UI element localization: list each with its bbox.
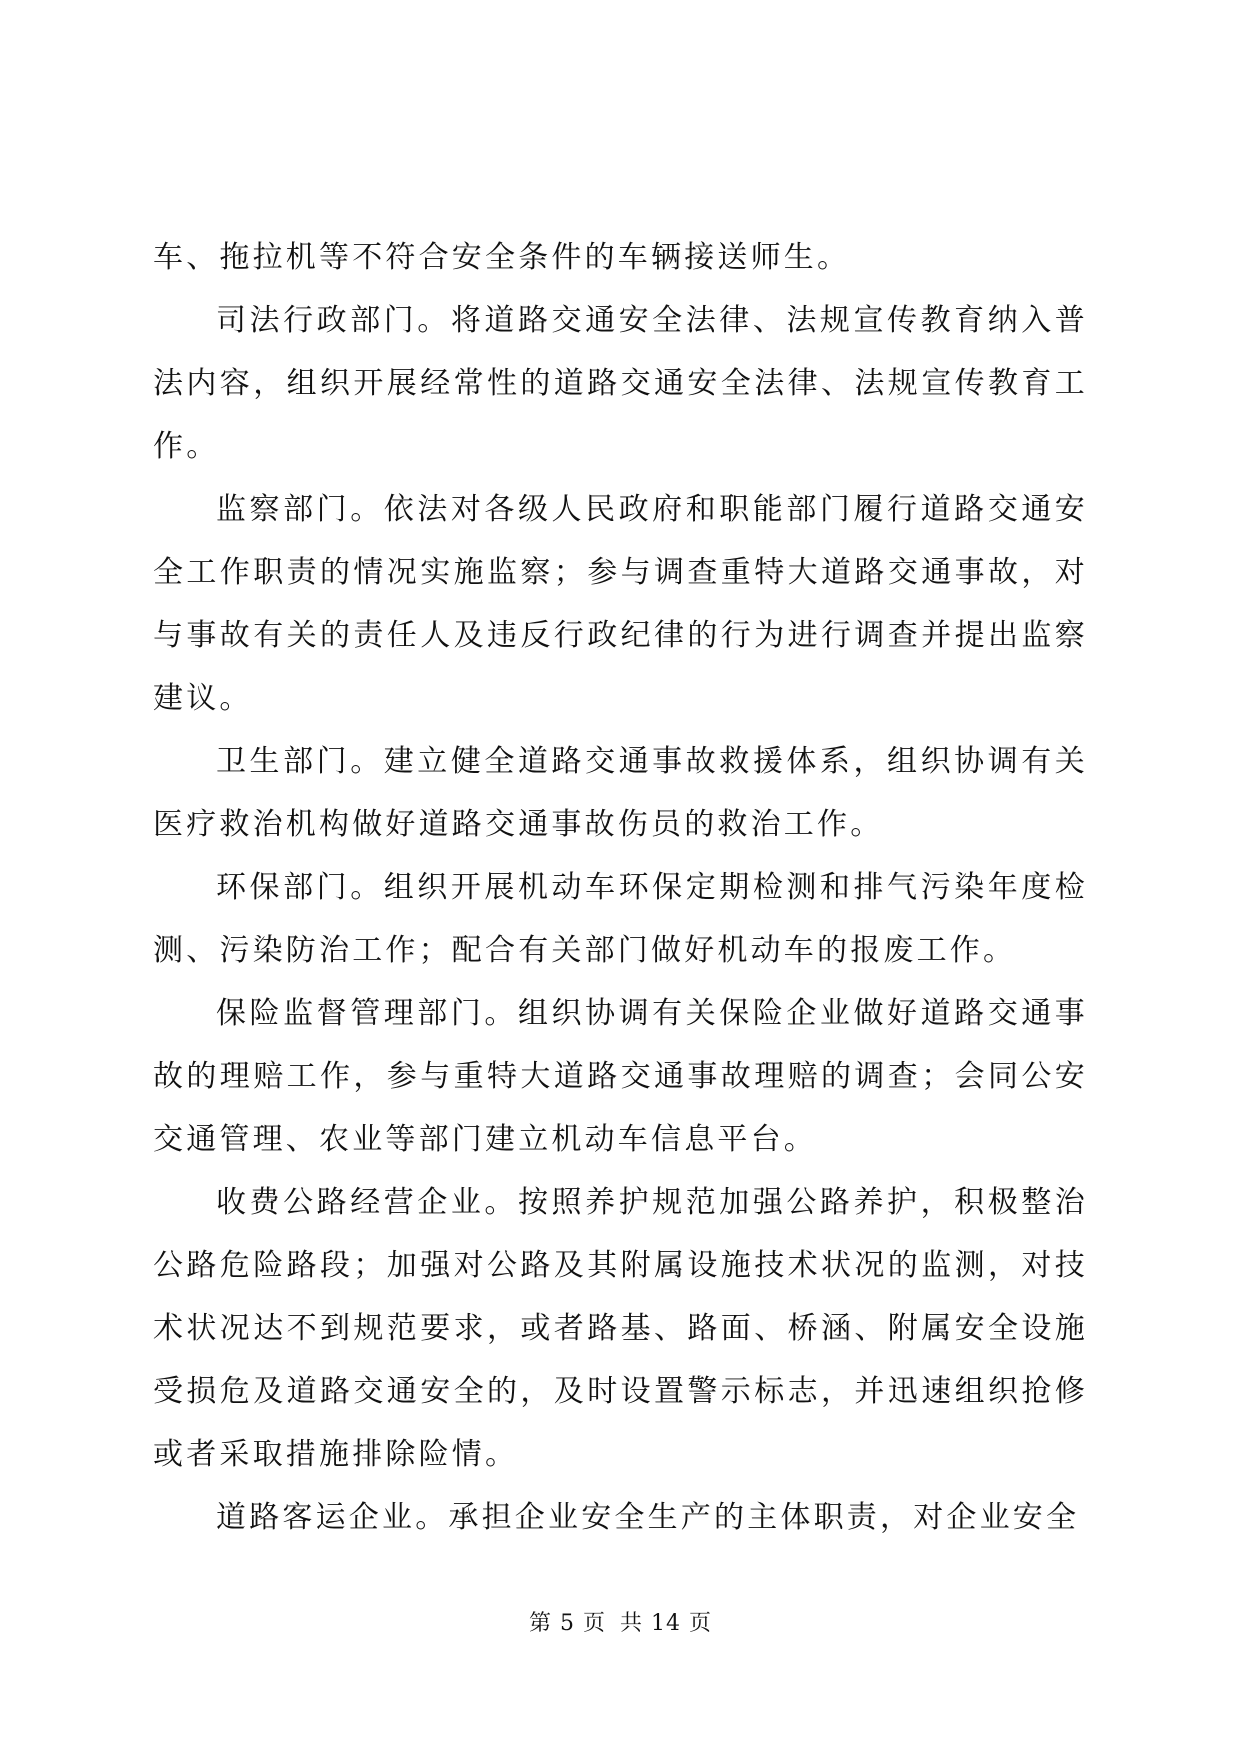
document-body: [153, 226, 1088, 1549]
page-total: 共 14 页: [620, 1611, 712, 1636]
paragraph-judicial-admin: 司法行政部门。将道路交通安全法律、法规宣传教育纳入普法内容，组织开展经常性的道路交通安全法律、法规宣传教育工作。: [153, 303, 1088, 464]
page-number: 第 5 页: [529, 1611, 606, 1636]
paragraph-continuation: 车、拖拉机等不符合安全条件的车辆接送师生。: [153, 240, 851, 275]
paragraph-supervision: 监察部门。依法对各级人民政府和职能部门履行道路交通安全工作职责的情况实施监察；参与调查重特大道路交通事故，对与事故有关的责任人及违反行政纪律的行为进行调查并提出监察建议。: [153, 492, 1088, 716]
paragraph-health: 卫生部门。建立健全道路交通事故救援体系，组织协调有关医疗救治机构做好道路交通事故伤员的救治工作。: [153, 744, 1088, 842]
paragraph-toll-road: 收费公路经营企业。按照养护规范加强公路养护，积极整治公路危险路段；加强对公路及其附属设施技术状况的监测，对技术状况达不到规范要求，或者路基、路面、桥涵、附属安全设施受损危及道路交通安全的，及时设置警示标志，并迅速组织抢修或者采取措施排除险情。: [153, 1185, 1088, 1472]
page-footer: [0, 1606, 1241, 1637]
paragraph-insurance: 保险监督管理部门。组织协调有关保险企业做好道路交通事故的理赔工作，参与重特大道路交通事故理赔的调查；会同公安交通管理、农业等部门建立机动车信息平台。: [153, 996, 1088, 1157]
paragraph-passenger-transport: 道路客运企业。承担企业安全生产的主体职责，对企业安全: [216, 1500, 1080, 1535]
paragraph-environment: 环保部门。组织开展机动车环保定期检测和排气污染年度检测、污染防治工作；配合有关部门做好机动车的报废工作。: [153, 870, 1088, 968]
